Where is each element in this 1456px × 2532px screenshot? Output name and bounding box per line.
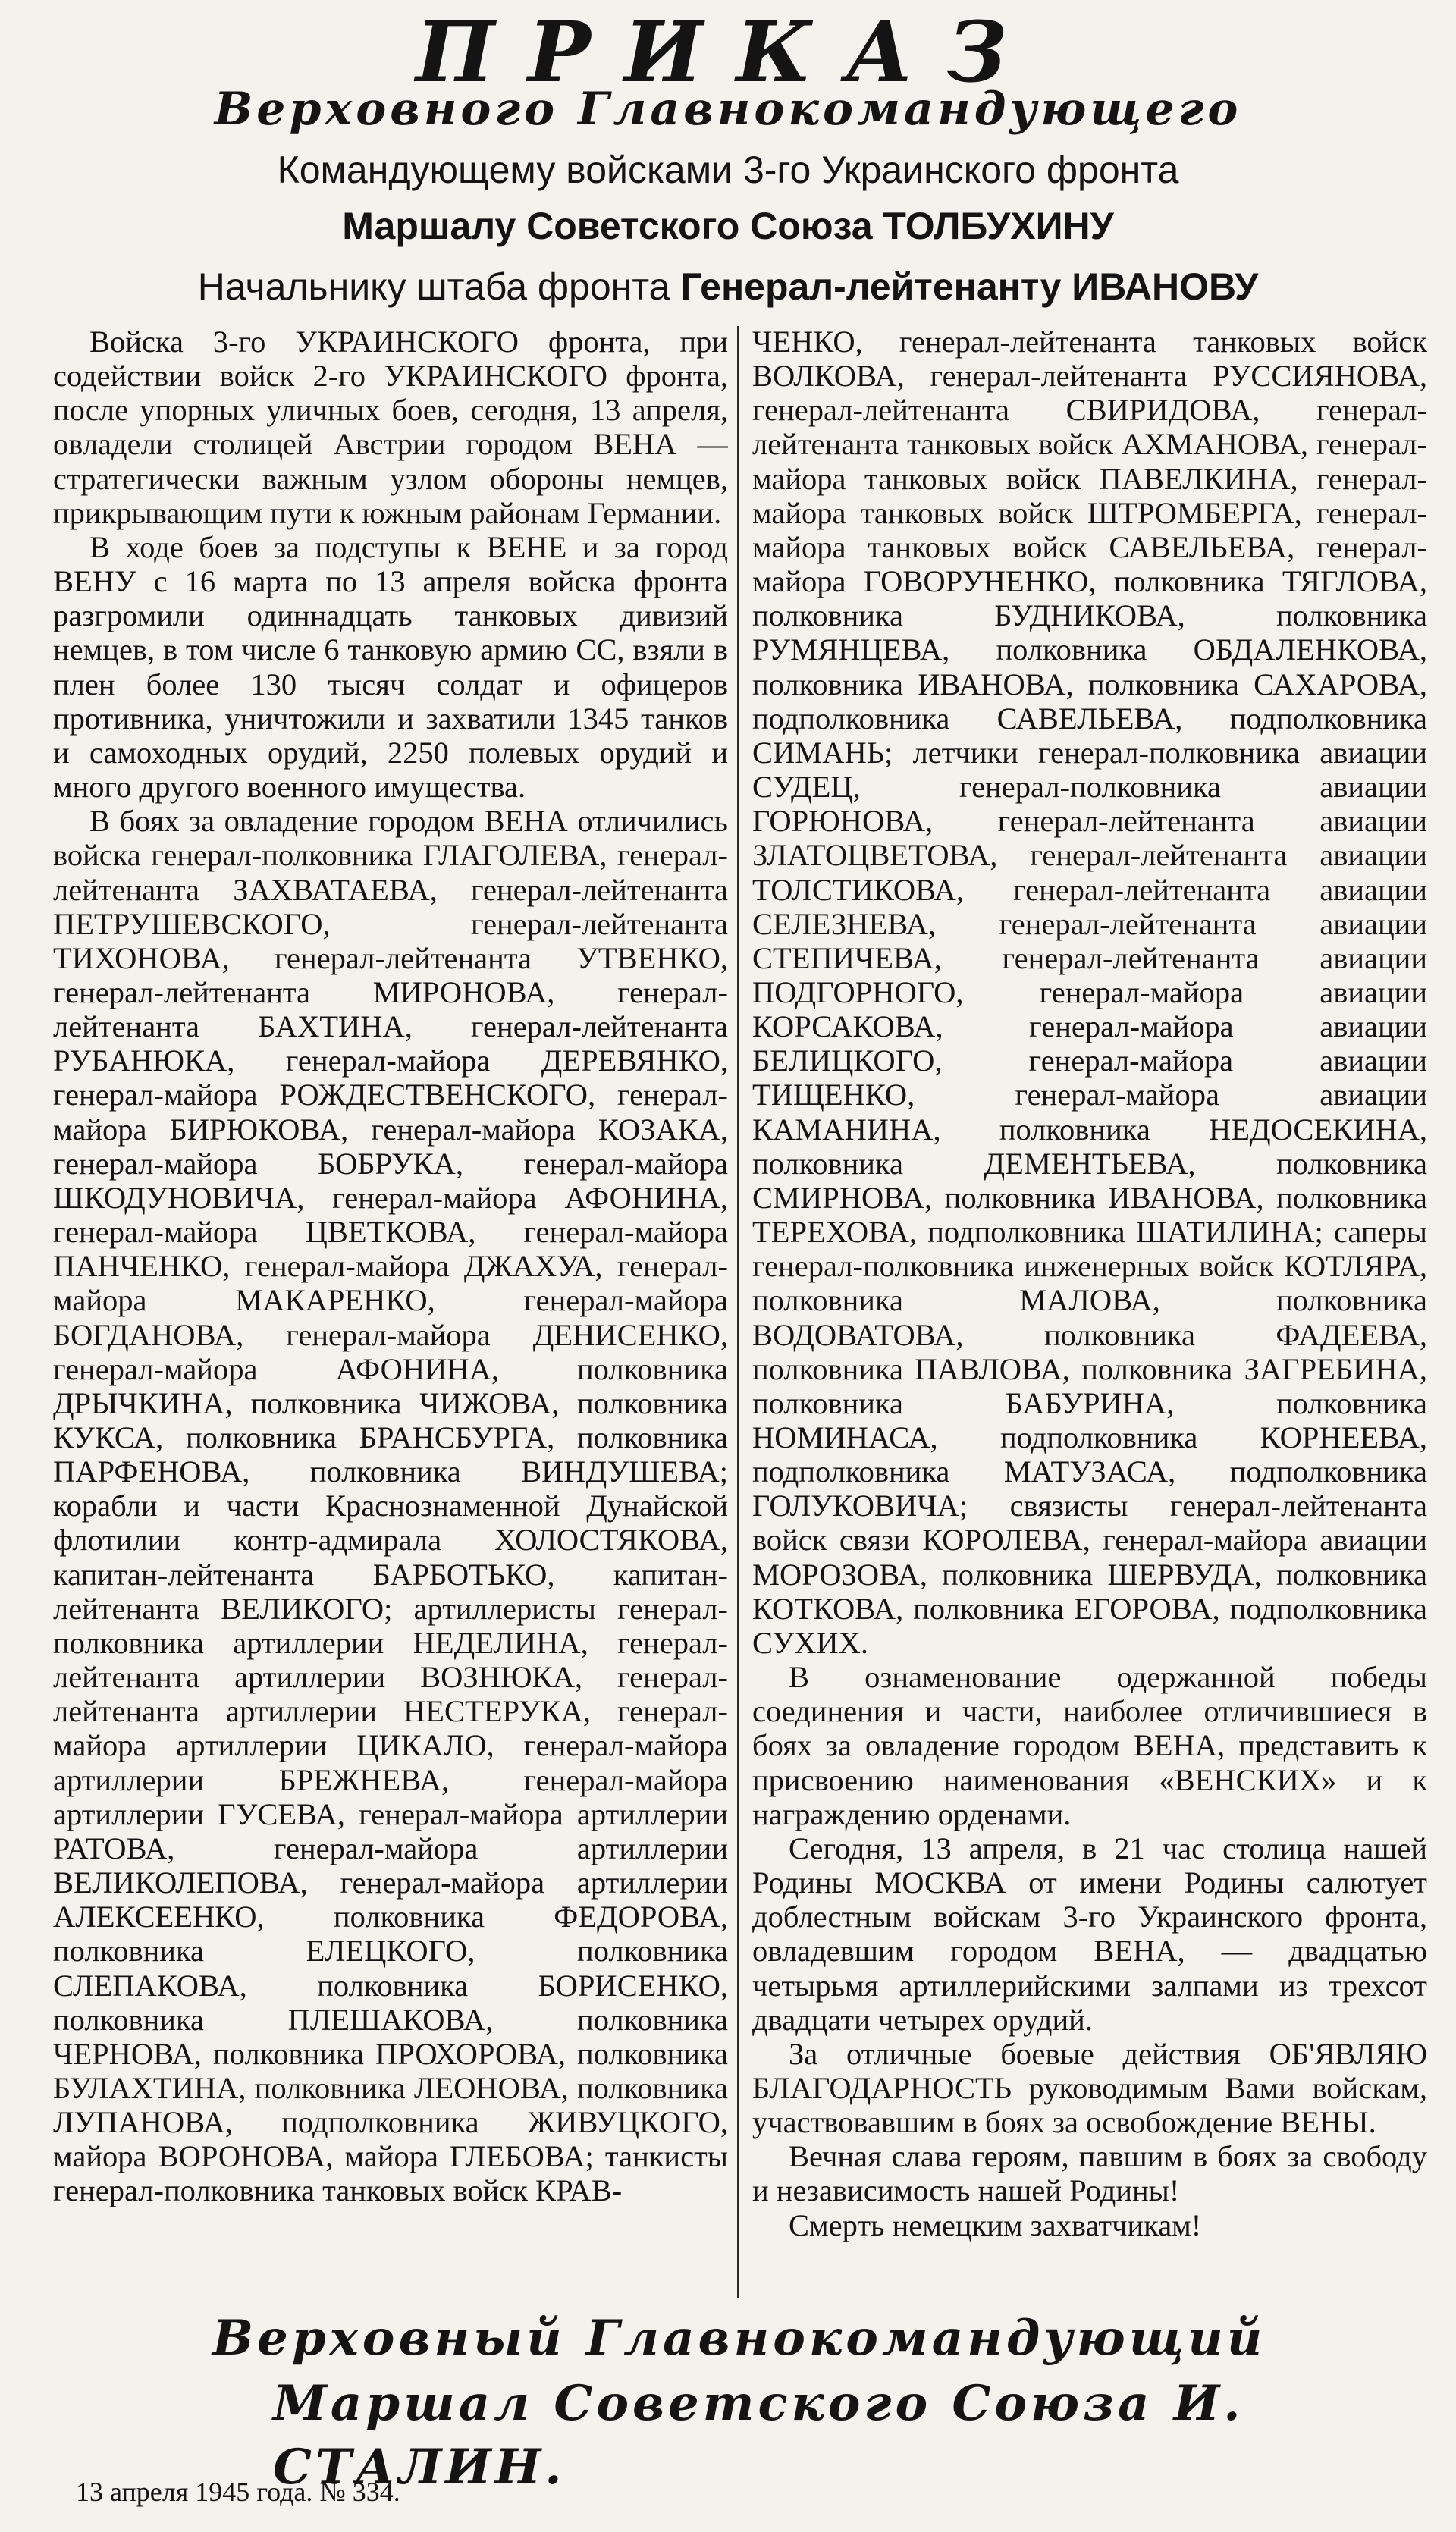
- order-subtitle: Верховного Главнокомандующего: [214, 83, 1242, 136]
- addressee-line-3-name: Генерал-лейтенанту ИВАНОВУ: [680, 265, 1259, 308]
- body-paragraph-5: Сегодня, 13 апреля, в 21 час столица нашей Родины МОСКВА от имени Родины салютует доблестным войскам 3-го Украинского фронта, овладевшим городом ВЕНА, — двадцатью четырьмя артиллерийскими залпами из трехсот двадцати четырех орудий.: [752, 1831, 1427, 2037]
- body-paragraph-4: В ознаменование одержанной победы соединения и части, наиболее отличившиеся в боях за овладение городом ВЕНА, представить к присвоению наименования «ВЕНСКИХ» и к награждению орденами.: [752, 1660, 1427, 1831]
- body-column-right: [752, 325, 1427, 2282]
- body-paragraph-3-left: В боях за овладение городом ВЕНА отличились войска генерал-полковника ГЛАГОЛЕВА, генерал-лейтенанта ЗАХВАТАЕВА, генерал-лейтенанта ПЕТРУШЕВСКОГО, генерал-лейтенанта ТИХОНОВА, генерал-лейтенанта УТВЕНКО, генерал-лейтенанта МИРОНОВА, генерал-лейтенанта БАХТИНА, генерал-лейтенанта РУБАНЮКА, генерал-майора ДЕРЕВЯНКО, генерал-майора РОЖДЕСТВЕНСКОГО, генерал-майора БИРЮКОВА, генерал-майора КОЗАКА, генерал-майора БОБРУКА, генерал-майора ШКОДУНОВИЧА, генерал-майора АФОНИНА, генерал-майора ЦВЕТКОВА, генерал-майора ПАНЧЕНКО, генерал-майора ДЖАХУА, генерал-майора МАКАРЕНКО, генерал-майора БОГДАНОВА, генерал-майора ДЕНИСЕНКО, генерал-майора АФОНИНА, полковника ДРЫЧКИНА, полковника ЧИЖОВА, полковника КУКСА, полковника БРАНСБУРГА, полковника ПАРФЕНОВА, полковника ВИНДУШЕВА; корабли и части Краснознаменной Дунайской флотилии контр-адмирала ХОЛОСТЯКОВА, капитан-лейтенанта БАРБОТЬКО, капитан-лейтенанта ВЕЛИКОГО; артиллеристы генерал-полковника артиллерии НЕДЕЛИНА, генерал-лейтенанта артиллерии ВОЗНЮКА, генерал-лейтенанта артиллерии НЕСТЕРУКА, генерал-майора артиллерии ЦИКАЛО, генерал-майора артиллерии БРЕЖНЕВА, генерал-майора артиллерии ГУСЕВА, генерал-майора артиллерии РАТОВА, генерал-майора артиллерии ВЕЛИКОЛЕПОВА, генерал-майора артиллерии АЛЕКСЕЕНКО, полковника ФЕДОРОВА, полковника ЕЛЕЦКОГО, полковника СЛЕПАКОВА, полковника БОРИСЕНКО, полковника ПЛЕШАКОВА, полковника ЧЕРНОВА, полковника ПРОХОРОВА, полковника БУЛАХТИНА, полковника ЛЕОНОВА, полковника ЛУПАНОВА, подполковника ЖИВУЦКОГО, майора ВОРОНОВА, майора ГЛЕБОВА; танкисты генерал-полковника танковых войск КРАВ-: [53, 804, 728, 2208]
- body-paragraph-8: Смерть немецким захватчикам!: [789, 2207, 1202, 2242]
- addressee-line-2: Маршалу Советского Союза ТОЛБУХИНУ: [342, 205, 1114, 247]
- signature-title: Верховный Главнокомандующий: [212, 2310, 1266, 2367]
- body-paragraph-3-right: ЧЕНКО, генерал-лейтенанта танковых войск ВОЛКОВА, генерал-лейтенанта РУССИЯНОВА, генерал-лейтенанта СВИРИДОВА, генерал-лейтенанта танковых войск АХМАНОВА, генерал-майора танковых войск ПАВЕЛКИНА, генерал-майора танковых войск ШТРОМБЕРГА, генерал-майора танковых войск САВЕЛЬЕВА, генерал-майора ГОВОРУНЕНКО, полковника ТЯГЛОВА, полковника БУДНИКОВА, полковника РУМЯНЦЕВА, полковника ОБДАЛЕНКОВА, полковника ИВАНОВА, полковника САХАРОВА, подполковника САВЕЛЬЕВА, подполковника СИМАНЬ; летчики генерал-полковника авиации СУДЕЦ, генерал-полковника авиации ГОРЮНОВА, генерал-лейтенанта авиации ЗЛАТОЦВЕТОВА, генерал-лейтенанта авиации ТОЛСТИКОВА, генерал-лейтенанта авиации СЕЛЕЗНЕВА, генерал-лейтенанта авиации СТЕПИЧЕВА, генерал-лейтенанта авиации ПОДГОРНОГО, генерал-майора авиации КОРСАКОВА, генерал-майора авиации БЕЛИЦКОГО, генерал-майора авиации ТИЩЕНКО, генерал-майора авиации КАМАНИНА, полковника НЕДОСЕКИНА, полковника ДЕМЕНТЬЕВА, полковника СМИРНОВА, полковника ИВАНОВА, полковника ТЕРЕХОВА, подполковника ШАТИЛИНА; саперы генерал-полковника инженерных войск КОТЛЯРА, полковника МАЛОВА, полковника ВОДОВАТОВА, полковника ФАДЕЕВА, полковника ПАВЛОВА, полковника ЗАГРЕБИНА, полковника БАБУРИНА, полковника НОМИНАСА, подполковника КОРНЕЕВА, подполковника МАТУЗАСА, подполковника ГОЛУКОВИЧА; связисты генерал-лейтенанта войск связи КОРОЛЕВА, генерал-майора авиации МОРОЗОВА, полковника ШЕРВУДА, полковника КОТКОВА, полковника ЕГОРОВА, подполковника СУХИХ.: [752, 325, 1427, 1660]
- body-paragraph-2: В ходе боев за подступы к ВЕНЕ и за город ВЕНУ с 16 марта по 13 апреля войска фронта разгромили одиннадцать танковых дивизий немцев, в том числе 6 танковую армию СС, взяли в плен более 130 тысяч солдат и офицеров противника, уничтожили и захватили 1345 танков и самоходных орудий, 2250 полевых орудий и много другого военного имущества.: [53, 529, 728, 805]
- addressee-line-3-prefix: Начальнику штаба фронта: [197, 265, 670, 308]
- signature-name: Маршал Советского Союза И. СТАЛИН.: [273, 2375, 1244, 2496]
- order-date: 13 апреля 1945 года. № 334.: [76, 2477, 400, 2507]
- body-paragraph-7: Вечная слава героям, павшим в боях за свободу и независимость нашей Родины!: [752, 2139, 1427, 2208]
- body-column-left: [53, 325, 728, 2282]
- addressee-line-1: Командующему войсками 3-го Украинского фронта: [277, 149, 1179, 191]
- order-title: ПРИКАЗ: [416, 3, 1040, 101]
- column-divider: [737, 326, 739, 2298]
- addressee-line-3: [0, 262, 1456, 311]
- body-paragraph-6: За отличные боевые действия ОБ'ЯВЛЯЮ БЛАГОДАРНОСТЬ руководимым Вами войскам, участвовавшим в боях за освобождение ВЕНЫ.: [752, 2036, 1427, 2140]
- body-paragraph-1: Войска 3-го УКРАИНСКОГО фронта, при содействии войск 2-го УКРАИНСКОГО фронта, после упорных уличных боев, сегодня, 13 апреля, овладели столицей Австрии городом ВЕНА — стратегически важным узлом обороны немцев, прикрывающим пути к южным районам Германии.: [53, 325, 728, 530]
